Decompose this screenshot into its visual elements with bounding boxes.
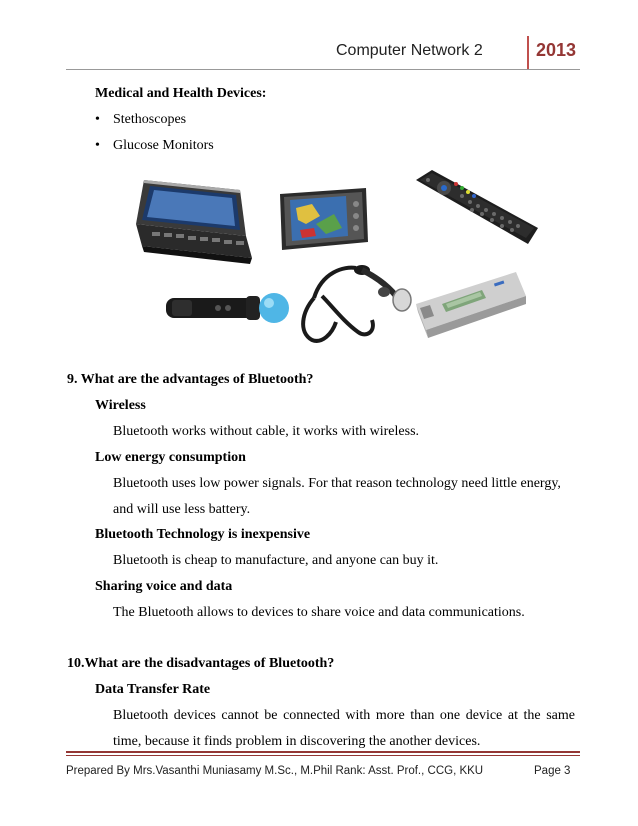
point-text: Bluetooth works without cable, it works with wireless.: [113, 424, 420, 439]
question-10: 10.What are the disadvantages of Bluetooth?: [67, 656, 335, 671]
point-text: time, because it finds problem in discovering the another devices.: [113, 734, 481, 749]
bullet-glyph: •: [95, 138, 100, 153]
footer-rule-thin: [66, 755, 580, 756]
list-item: Stethoscopes: [113, 112, 187, 127]
point-title: Bluetooth Technology is inexpensive: [95, 527, 311, 542]
point-title: Data Transfer Rate: [95, 682, 211, 697]
header-year: 2013: [536, 40, 577, 60]
header-title: Computer Network 2: [336, 42, 483, 59]
list-item: Glucose Monitors: [113, 138, 214, 153]
question-9: 9. What are the advantages of Bluetooth?: [67, 372, 314, 387]
point-title: Wireless: [95, 398, 146, 413]
footer-author: Prepared By Mrs.Vasanthi Muniasamy M.Sc., M.Phil Rank: Asst. Prof., CCG, KKU: [66, 765, 484, 777]
stethoscope-headset-image: [292, 262, 416, 348]
bullet-glyph: •: [95, 112, 100, 127]
point-title: Low energy consumption: [95, 450, 246, 465]
motion-controller-image: [162, 286, 292, 332]
gps-navigator-image: [276, 184, 372, 254]
smartphone-image: [128, 172, 260, 268]
header-rule: [66, 69, 580, 70]
page-number: Page 3: [534, 765, 571, 777]
point-text: The Bluetooth allows to devices to share voice and data communications.: [113, 605, 525, 620]
medical-heading: Medical and Health Devices:: [95, 86, 267, 101]
point-text: Bluetooth devices cannot be connected with more than one device at the same: [113, 708, 575, 723]
header-separator: [527, 36, 529, 70]
point-text: Bluetooth uses low power signals. For that reason technology need little energy,: [113, 476, 561, 491]
glucose-monitor-image: [412, 268, 530, 344]
point-text: and will use less battery.: [113, 502, 251, 517]
point-text: Bluetooth is cheap to manufacture, and anyone can buy it.: [113, 553, 439, 568]
point-title: Sharing voice and data: [95, 579, 233, 594]
footer-rule: [66, 751, 580, 753]
remote-control-image: [410, 166, 542, 248]
